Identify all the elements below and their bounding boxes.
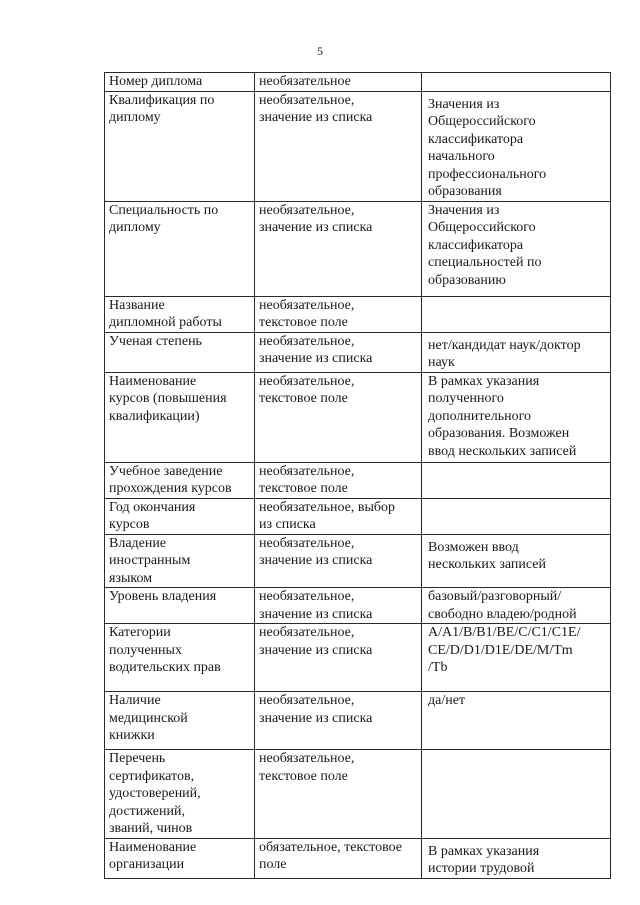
table-row	[105, 498, 611, 534]
requirement-cell: необязательное, значение из списка	[255, 91, 422, 201]
requirement-cell: необязательное, текстовое поле	[255, 750, 422, 839]
note-cell: В рамках указания истории трудовой	[422, 838, 611, 878]
field-name-cell: Год окончания курсов	[105, 498, 255, 534]
field-name-cell: Квалификация по диплому	[105, 91, 255, 201]
table-row	[105, 838, 611, 878]
field-name-cell: Уровень владения	[105, 588, 255, 624]
note-cell: базовый/разговорный/ свободно владею/родной	[422, 588, 611, 624]
note-cell	[422, 750, 611, 839]
table-row	[105, 588, 611, 624]
field-name-cell: Наличие медицинской книжки	[105, 692, 255, 750]
field-name-cell: Ученая степень	[105, 332, 255, 372]
field-name-cell: Учебное заведение прохождения курсов	[105, 462, 255, 498]
note-cell	[422, 462, 611, 498]
table-row	[105, 296, 611, 332]
field-name-cell: Название дипломной работы	[105, 296, 255, 332]
table-row	[105, 534, 611, 588]
table-row	[105, 692, 611, 750]
requirement-cell: необязательное, значение из списка	[255, 692, 422, 750]
note-cell	[422, 498, 611, 534]
field-name-cell: Специальность по диплому	[105, 201, 255, 296]
table-row	[105, 73, 611, 92]
note-cell: нет/кандидат наук/доктор наук	[422, 332, 611, 372]
note-cell	[422, 73, 611, 92]
field-name-cell: Наименование курсов (повышения квалификации)	[105, 372, 255, 462]
requirement-cell: необязательное	[255, 73, 422, 92]
note-cell	[422, 296, 611, 332]
note-cell: Значения из Общероссийского классификатора начального профессионального образования	[422, 91, 611, 201]
requirement-cell: обязательное, текстовое поле	[255, 838, 422, 878]
requirement-cell: необязательное, значение из списка	[255, 624, 422, 692]
page-number: 5	[317, 44, 323, 58]
field-name-cell: Владение иностранным языком	[105, 534, 255, 588]
table-row	[105, 91, 611, 201]
table-row	[105, 201, 611, 296]
requirement-cell: необязательное, текстовое поле	[255, 296, 422, 332]
requirement-cell: необязательное, текстовое поле	[255, 372, 422, 462]
field-name-cell: Перечень сертификатов, удостоверений, достижений, званий, чинов	[105, 750, 255, 839]
field-specification-table	[104, 72, 611, 879]
field-name-cell: Номер диплома	[105, 73, 255, 92]
requirement-cell: необязательное, значение из списка	[255, 201, 422, 296]
requirement-cell: необязательное, выбор из списка	[255, 498, 422, 534]
field-name-cell: Наименование организации	[105, 838, 255, 878]
table-row	[105, 332, 611, 372]
requirement-cell: необязательное, значение из списка	[255, 534, 422, 588]
table-row	[105, 372, 611, 462]
note-cell: A/A1/B/B1/BE/C/C1/C1E/ CE/D/D1/D1E/DE/M/Tm /Tb	[422, 624, 611, 692]
note-cell: да/нет	[422, 692, 611, 750]
note-cell: Возможен ввод нескольких записей	[422, 534, 611, 588]
note-cell: Значения из Общероссийского классификатора специальностей по образованию	[422, 201, 611, 296]
field-name-cell: Категории полученных водительских прав	[105, 624, 255, 692]
requirement-cell: необязательное, значение из списка	[255, 588, 422, 624]
requirement-cell: необязательное, значение из списка	[255, 332, 422, 372]
requirement-cell: необязательное, текстовое поле	[255, 462, 422, 498]
table-row	[105, 624, 611, 692]
note-cell: В рамках указания полученного дополнительного образования. Возможен ввод нескольких записей	[422, 372, 611, 462]
table-row	[105, 750, 611, 839]
table-row	[105, 462, 611, 498]
